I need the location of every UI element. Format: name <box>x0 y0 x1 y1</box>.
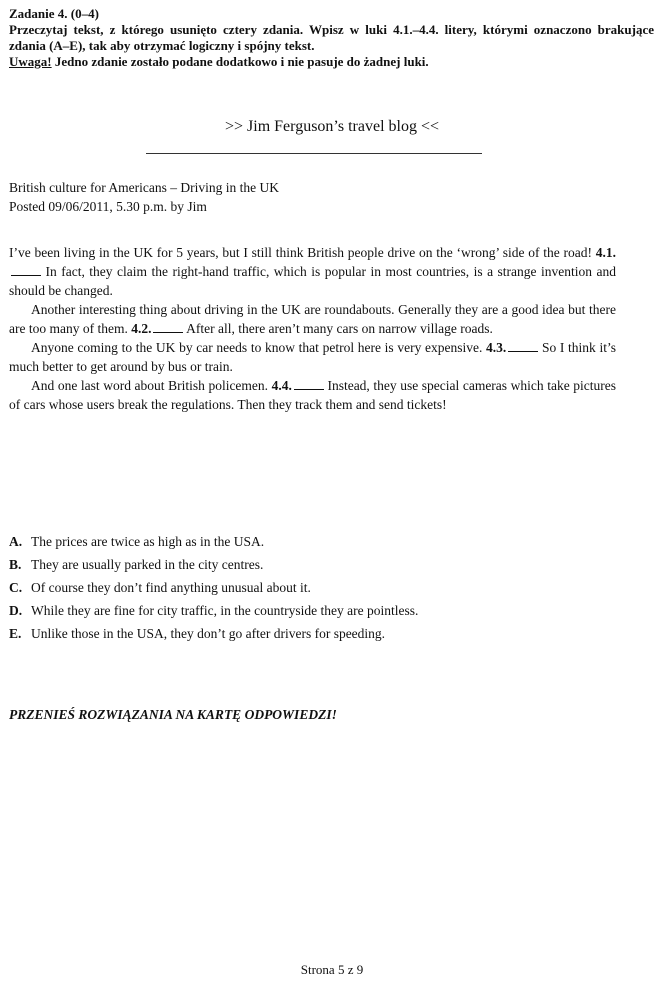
page-number: Strona 5 z 9 <box>300 962 364 977</box>
paragraph-text: In fact, they claim the right-hand traffic, which is popular in most countries, is a strange invention and should be changed. <box>9 264 616 298</box>
paragraph-text: Instead, they use special cameras which take pictures of cars whose users break the regulations. Then they track them and send tickets! <box>9 378 616 412</box>
paragraph-text: And one last word about British policemen. <box>31 378 272 393</box>
option-text: Of course they don’t find anything unusual about it. <box>31 580 311 595</box>
blog-title: >> Jim Ferguson’s travel blog << <box>224 118 439 135</box>
option-letter: A. <box>9 534 23 549</box>
post-title: British culture for Americans – Driving in the UK <box>9 180 279 195</box>
gap-number: 4.1. <box>595 245 616 260</box>
option-c <box>9 576 629 599</box>
article-body <box>9 243 616 414</box>
gap-blank <box>508 340 538 352</box>
post-date: Posted 09/06/2011, 5.30 p.m. by Jim <box>9 199 207 214</box>
option-text: They are usually parked in the city centres. <box>31 557 264 572</box>
task-header <box>9 6 654 70</box>
post-meta <box>9 178 279 216</box>
option-text: The prices are twice as high as in the USA. <box>31 534 265 549</box>
option-letter: D. <box>9 603 23 618</box>
title-divider <box>146 153 482 154</box>
option-letter: B. <box>9 557 22 572</box>
paragraph-text: Anyone coming to the UK by car needs to know that petrol here is very expensive. <box>31 340 487 355</box>
paragraph-2 <box>9 300 616 338</box>
option-text: While they are fine for city traffic, in the countryside they are pointless. <box>31 603 419 618</box>
answer-options <box>9 530 629 645</box>
gap-number: 4.4. <box>271 378 292 393</box>
option-letter: C. <box>9 580 23 595</box>
task-instruction <box>9 22 654 70</box>
option-letter: E. <box>9 626 22 641</box>
gap-blank <box>294 378 324 390</box>
option-b <box>9 553 629 576</box>
task-title: Zadanie 4. (0–4) <box>9 6 99 21</box>
option-d <box>9 599 629 622</box>
paragraph-3 <box>9 338 616 376</box>
warning-label: Uwaga! <box>9 54 52 69</box>
option-text: Unlike those in the USA, they don’t go after drivers for speeding. <box>31 626 386 641</box>
warning-text: Jedno zdanie zostało podane dodatkowo i nie pasuje do żadnej luki. <box>51 54 429 69</box>
option-a <box>9 530 629 553</box>
paragraph-text: After all, there aren’t many cars on narrow village roads. <box>183 321 493 336</box>
paragraph-1 <box>9 243 616 300</box>
paragraph-text: So I think it’s much better to get around by bus or train. <box>9 340 616 374</box>
paragraph-text: I’ve been living in the UK for 5 years, but I still think British people drive on the ‘wrong’ side of the road! <box>9 245 596 260</box>
gap-blank <box>11 264 41 276</box>
option-e <box>9 622 629 645</box>
instruction-text: Przeczytaj tekst, z którego usunięto cztery zdania. Wpisz w luki 4.1.–4.4. litery, którymi oznaczono brakujące zdania (A–E), tak aby otrzymać logiczny i spójny tekst. <box>9 22 654 53</box>
gap-blank <box>153 321 183 333</box>
gap-number: 4.2. <box>131 321 152 336</box>
paragraph-4 <box>9 376 616 414</box>
paragraph-text: Another interesting thing about driving in the UK are roundabouts. Generally they are a good idea but there are too many of them. <box>9 302 616 336</box>
gap-number: 4.3. <box>486 340 507 355</box>
transfer-note: PRZENIEŚ ROZWIĄZANIA NA KARTĘ ODPOWIEDZI! <box>9 707 337 722</box>
